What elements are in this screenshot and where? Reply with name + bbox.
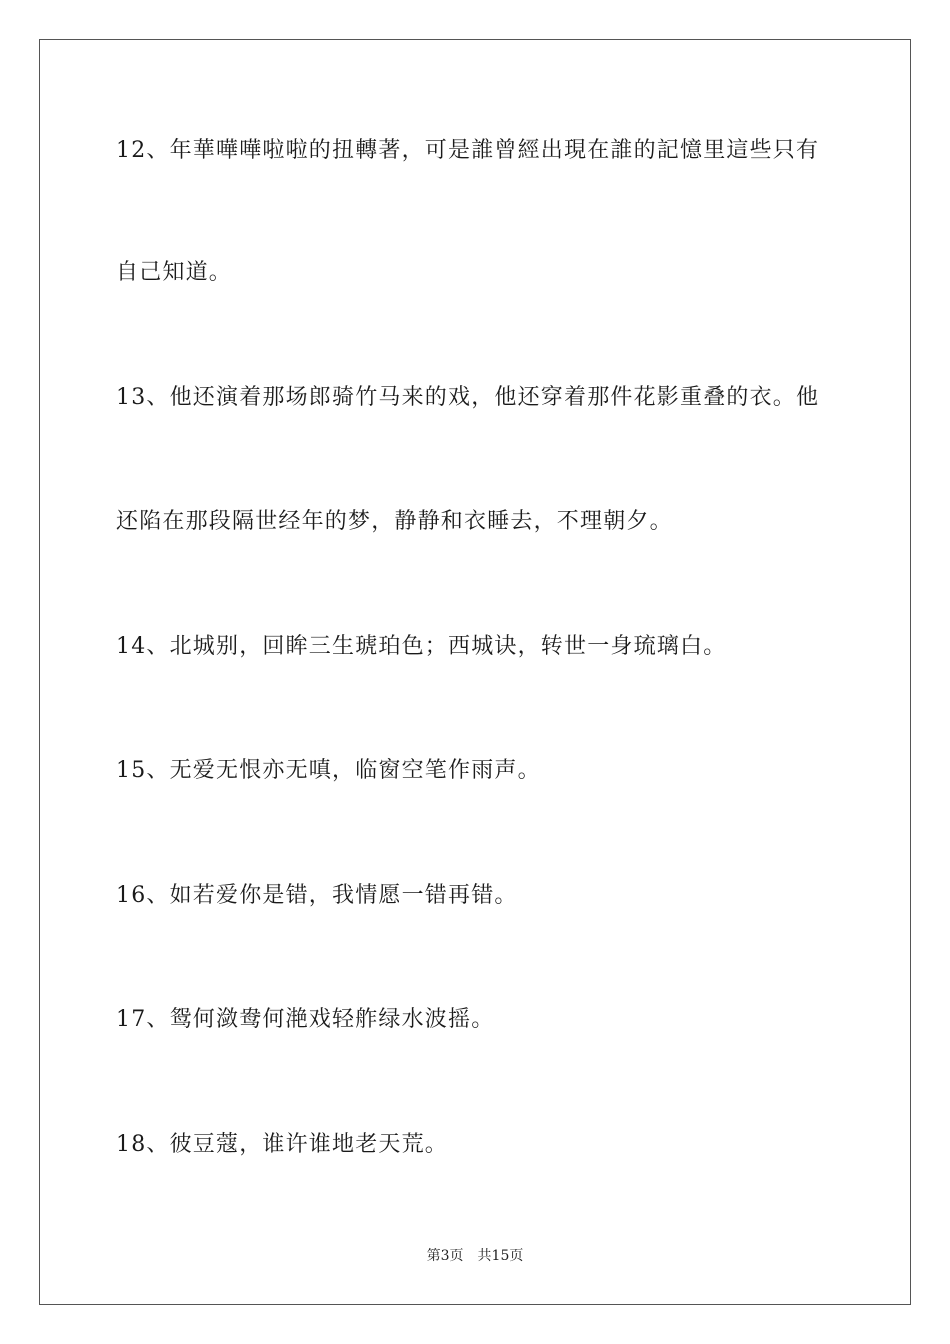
text-line: 12、年華嘩嘩啦啦的扭轉著，可是誰曾經出現在誰的記憶里這些只有 — [116, 138, 820, 163]
page-number: 第3页 — [426, 1248, 464, 1264]
page-total: 共15页 — [477, 1248, 524, 1264]
text-line: 18、彼豆蔻，谁许谁地老天荒。 — [116, 1132, 448, 1157]
text-line: 14、北城别，回眸三生琥珀色；西城诀，转世一身琉璃白。 — [116, 634, 727, 659]
page-border — [39, 39, 911, 1305]
text-line: 16、如若爱你是错，我情愿一错再错。 — [116, 883, 518, 908]
text-line: 还陷在那段隔世经年的梦，静静和衣睡去，不理朝夕。 — [116, 509, 673, 534]
text-line: 15、无爱无恨亦无嗔，临窗空笔作雨声。 — [116, 758, 541, 783]
page-footer — [0, 1246, 950, 1266]
text-line: 13、他还演着那场郎骑竹马来的戏，他还穿着那件花影重叠的衣。他 — [116, 385, 820, 410]
text-line: 17、鸳何潋鸯何滟戏轻舴绿水波摇。 — [116, 1007, 495, 1032]
text-line: 自己知道。 — [116, 260, 233, 285]
